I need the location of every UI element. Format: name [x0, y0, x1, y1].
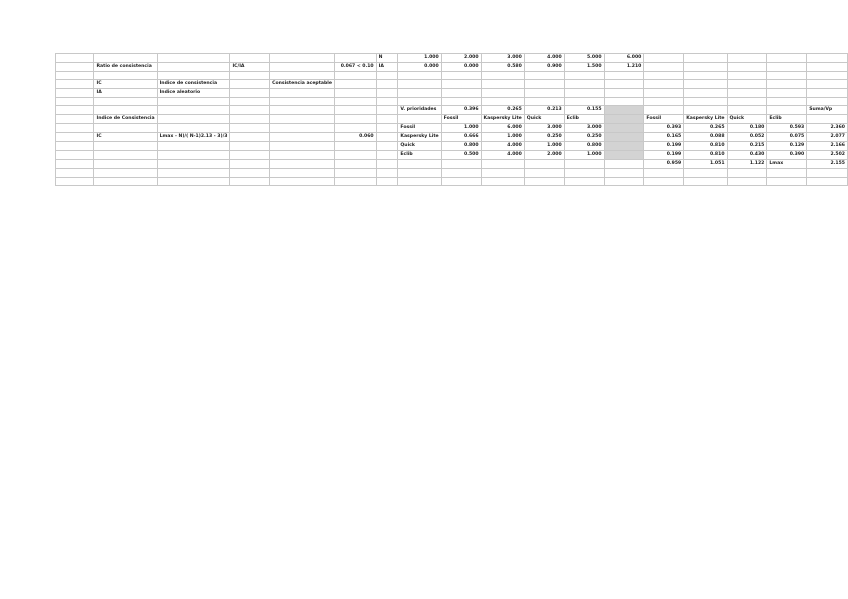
sheet-cell[interactable]	[230, 169, 270, 177]
sheet-cell[interactable]: 1.210	[604, 63, 644, 72]
sheet-cell[interactable]	[684, 98, 727, 106]
sheet-cell[interactable]	[56, 98, 94, 106]
sheet-cell[interactable]	[564, 169, 604, 177]
sheet-cell[interactable]	[481, 98, 524, 106]
sheet-cell[interactable]	[335, 142, 377, 151]
sheet-cell[interactable]	[767, 72, 807, 80]
sheet-cell[interactable]: 0.810	[684, 142, 727, 151]
sheet-cell[interactable]	[270, 169, 335, 177]
sheet-cell[interactable]	[604, 177, 644, 185]
sheet-cell[interactable]: N	[376, 54, 398, 63]
sheet-cell[interactable]	[767, 54, 807, 63]
sheet-cell[interactable]	[398, 72, 441, 80]
sheet-cell[interactable]	[56, 151, 94, 160]
sheet-cell[interactable]: Kaspersky Lite	[684, 115, 727, 124]
sheet-cell[interactable]	[807, 115, 848, 124]
sheet-cell[interactable]	[376, 169, 398, 177]
sheet-cell[interactable]	[335, 169, 377, 177]
sheet-cell[interactable]: Suma/Vp	[807, 106, 848, 115]
sheet-cell[interactable]	[335, 98, 377, 106]
sheet-cell[interactable]	[481, 89, 524, 98]
sheet-cell[interactable]: 0.088	[684, 133, 727, 142]
sheet-cell[interactable]: 1.000	[564, 151, 604, 160]
sheet-cell[interactable]	[157, 54, 230, 63]
sheet-cell[interactable]: 6.000	[604, 54, 644, 63]
sheet-cell[interactable]	[767, 98, 807, 106]
sheet-cell[interactable]	[157, 142, 230, 151]
sheet-cell[interactable]	[94, 106, 157, 115]
sheet-cell[interactable]	[230, 80, 270, 89]
sheet-cell[interactable]: 2.155	[807, 160, 848, 169]
sheet-cell[interactable]	[604, 133, 644, 142]
sheet-cell[interactable]	[56, 89, 94, 98]
sheet-cell[interactable]	[335, 115, 377, 124]
sheet-cell[interactable]	[767, 63, 807, 72]
sheet-cell[interactable]	[727, 54, 767, 63]
sheet-cell[interactable]	[56, 124, 94, 133]
sheet-cell[interactable]	[376, 160, 398, 169]
sheet-cell[interactable]	[56, 106, 94, 115]
sheet-cell[interactable]	[270, 142, 335, 151]
sheet-row	[56, 115, 848, 124]
sheet-cell[interactable]	[94, 54, 157, 63]
sheet-cell[interactable]	[270, 89, 335, 98]
sheet-cell[interactable]	[644, 169, 684, 177]
sheet-cell[interactable]: 4.000	[481, 151, 524, 160]
sheet-cell[interactable]	[807, 54, 848, 63]
sheet-cell[interactable]	[604, 98, 644, 106]
sheet-cell[interactable]: 0.180	[727, 124, 767, 133]
sheet-cell[interactable]: Eclib	[564, 115, 604, 124]
sheet-cell[interactable]: IC	[94, 133, 157, 142]
sheet-cell[interactable]: 0.265	[481, 106, 524, 115]
sheet-cell[interactable]: Fossil	[441, 115, 481, 124]
sheet-cell[interactable]	[564, 160, 604, 169]
sheet-cell[interactable]: 0.396	[441, 106, 481, 115]
sheet-cell[interactable]	[727, 80, 767, 89]
sheet-cell[interactable]: Kaspersky Lite	[398, 133, 441, 142]
sheet-cell[interactable]: 1.051	[684, 160, 727, 169]
sheet-cell[interactable]	[376, 177, 398, 185]
sheet-cell[interactable]: 0.393	[644, 124, 684, 133]
sheet-cell[interactable]	[727, 106, 767, 115]
sheet-cell[interactable]	[481, 177, 524, 185]
sheet-cell[interactable]	[335, 160, 377, 169]
sheet-cell[interactable]: 3.000	[481, 54, 524, 63]
sheet-cell[interactable]	[767, 106, 807, 115]
sheet-cell[interactable]	[684, 63, 727, 72]
sheet-cell[interactable]: 0.900	[524, 63, 564, 72]
sheet-cell[interactable]	[441, 177, 481, 185]
sheet-cell[interactable]	[441, 89, 481, 98]
sheet-cell[interactable]	[56, 133, 94, 142]
sheet-cell[interactable]	[807, 169, 848, 177]
sheet-cell[interactable]	[644, 106, 684, 115]
sheet-row	[56, 124, 848, 133]
sheet-cell[interactable]: 0.060	[335, 133, 377, 142]
sheet-cell[interactable]	[604, 151, 644, 160]
sheet-cell[interactable]: 0.580	[481, 63, 524, 72]
sheet-cell[interactable]	[335, 151, 377, 160]
sheet-cell[interactable]	[644, 80, 684, 89]
sheet-cell[interactable]: Fossil	[644, 115, 684, 124]
sheet-cell[interactable]	[727, 169, 767, 177]
sheet-cell[interactable]	[564, 177, 604, 185]
sheet-cell[interactable]	[524, 177, 564, 185]
sheet-cell[interactable]	[230, 98, 270, 106]
sheet-cell[interactable]	[524, 72, 564, 80]
sheet-cell[interactable]: 0.959	[644, 160, 684, 169]
sheet-cell[interactable]	[684, 106, 727, 115]
sheet-cell[interactable]: 0.213	[524, 106, 564, 115]
sheet-row	[56, 169, 848, 177]
sheet-cell[interactable]	[524, 80, 564, 89]
sheet-cell[interactable]: 1.000	[398, 54, 441, 63]
sheet-cell[interactable]	[335, 80, 377, 89]
sheet-cell[interactable]: Lmax - N)/( N-1)2.13 - 3)/3	[157, 133, 230, 142]
sheet-cell[interactable]: IA	[376, 63, 398, 72]
sheet-cell[interactable]	[727, 89, 767, 98]
sheet-cell[interactable]: 0.067 < 0.10	[335, 63, 377, 72]
sheet-cell[interactable]	[230, 54, 270, 63]
sheet-cell[interactable]: 4.000	[524, 54, 564, 63]
sheet-cell[interactable]: 4.000	[481, 142, 524, 151]
sheet-cell[interactable]	[398, 160, 441, 169]
sheet-row	[56, 89, 848, 98]
spreadsheet-grid	[55, 53, 848, 186]
sheet-cell[interactable]	[230, 142, 270, 151]
sheet-cell[interactable]	[270, 151, 335, 160]
sheet-cell[interactable]	[727, 177, 767, 185]
sheet-cell[interactable]	[441, 160, 481, 169]
sheet-row	[56, 106, 848, 115]
sheet-row	[56, 151, 848, 160]
sheet-cell[interactable]	[230, 160, 270, 169]
sheet-cell[interactable]: 1.000	[481, 133, 524, 142]
sheet-cell[interactable]	[376, 115, 398, 124]
sheet-row	[56, 98, 848, 106]
sheet-cell[interactable]	[564, 98, 604, 106]
sheet-cell[interactable]	[524, 160, 564, 169]
sheet-cell[interactable]	[94, 177, 157, 185]
sheet-row	[56, 80, 848, 89]
sheet-cell[interactable]	[157, 160, 230, 169]
sheet-cell[interactable]: 0.250	[564, 133, 604, 142]
sheet-row	[56, 160, 848, 169]
sheet-cell[interactable]	[604, 72, 644, 80]
sheet-cell[interactable]	[398, 177, 441, 185]
sheet-cell[interactable]	[157, 124, 230, 133]
sheet-cell[interactable]	[230, 133, 270, 142]
sheet-cell[interactable]	[56, 142, 94, 151]
sheet-cell[interactable]: Eclib	[767, 115, 807, 124]
sheet-cell[interactable]	[727, 72, 767, 80]
sheet-cell[interactable]	[481, 160, 524, 169]
sheet-cell[interactable]	[56, 177, 94, 185]
sheet-cell[interactable]: 2.360	[807, 124, 848, 133]
sheet-cell[interactable]: 0.000	[441, 63, 481, 72]
sheet-cell[interactable]	[398, 115, 441, 124]
sheet-cell[interactable]: 0.199	[644, 142, 684, 151]
sheet-cell[interactable]	[604, 169, 644, 177]
sheet-cell[interactable]	[564, 89, 604, 98]
sheet-cell[interactable]: Indice de Consistencia	[94, 115, 157, 124]
sheet-cell[interactable]	[767, 89, 807, 98]
sheet-cell[interactable]: 0.593	[767, 124, 807, 133]
sheet-cell[interactable]: Kaspersky Lite	[481, 115, 524, 124]
sheet-row	[56, 63, 848, 72]
sheet-cell[interactable]	[441, 169, 481, 177]
sheet-cell[interactable]	[604, 106, 644, 115]
sheet-cell[interactable]	[604, 89, 644, 98]
sheet-row	[56, 54, 848, 63]
sheet-cell[interactable]	[56, 160, 94, 169]
sheet-cell[interactable]	[727, 63, 767, 72]
sheet-cell[interactable]	[56, 54, 94, 63]
sheet-cell[interactable]: 0.666	[441, 133, 481, 142]
sheet-cell[interactable]: 3.000	[564, 124, 604, 133]
sheet-cell[interactable]: IC/IA	[230, 63, 270, 72]
sheet-cell[interactable]: 0.500	[441, 151, 481, 160]
sheet-cell[interactable]	[230, 151, 270, 160]
sheet-cell[interactable]	[335, 124, 377, 133]
sheet-cell[interactable]: 0.165	[644, 133, 684, 142]
sheet-cell[interactable]	[441, 80, 481, 89]
sheet-cell[interactable]: Quick	[398, 142, 441, 151]
sheet-cell[interactable]: 2.502	[807, 151, 848, 160]
sheet-cell[interactable]	[270, 124, 335, 133]
sheet-cell[interactable]	[94, 151, 157, 160]
sheet-cell[interactable]	[230, 177, 270, 185]
sheet-cell[interactable]: 2.077	[807, 133, 848, 142]
sheet-cell[interactable]	[157, 63, 230, 72]
sheet-row	[56, 72, 848, 80]
sheet-cell[interactable]	[56, 169, 94, 177]
sheet-cell[interactable]: 0.052	[727, 133, 767, 142]
sheet-cell[interactable]	[270, 133, 335, 142]
sheet-cell[interactable]	[564, 80, 604, 89]
sheet-cell[interactable]	[94, 169, 157, 177]
sheet-cell[interactable]	[684, 169, 727, 177]
sheet-cell[interactable]	[56, 80, 94, 89]
sheet-cell[interactable]	[230, 115, 270, 124]
sheet-cell[interactable]	[807, 72, 848, 80]
sheet-cell[interactable]	[604, 80, 644, 89]
sheet-cell[interactable]: Lmax	[767, 160, 807, 169]
sheet-cell[interactable]	[376, 133, 398, 142]
sheet-cell[interactable]	[94, 142, 157, 151]
sheet-cell[interactable]	[684, 80, 727, 89]
sheet-cell[interactable]: 0.430	[727, 151, 767, 160]
sheet-cell[interactable]	[270, 106, 335, 115]
sheet-cell[interactable]	[376, 142, 398, 151]
sheet-cell[interactable]: Indice aleatorio	[157, 89, 230, 98]
sheet-cell[interactable]: 0.075	[767, 133, 807, 142]
sheet-cell[interactable]	[270, 54, 335, 63]
sheet-cell[interactable]	[684, 72, 727, 80]
sheet-cell[interactable]	[376, 106, 398, 115]
sheet-cell[interactable]: 0.000	[398, 63, 441, 72]
sheet-cell[interactable]	[481, 169, 524, 177]
sheet-cell[interactable]	[56, 72, 94, 80]
sheet-cell[interactable]: Fossil	[398, 124, 441, 133]
sheet-cell[interactable]: 0.800	[441, 142, 481, 151]
sheet-cell[interactable]	[56, 63, 94, 72]
sheet-cell[interactable]	[644, 72, 684, 80]
sheet-cell[interactable]	[335, 106, 377, 115]
sheet-cell[interactable]	[230, 89, 270, 98]
sheet-cell[interactable]: 5.000	[564, 54, 604, 63]
sheet-cell[interactable]	[644, 63, 684, 72]
sheet-cell[interactable]: 0.215	[727, 142, 767, 151]
sheet-row	[56, 177, 848, 185]
sheet-cell[interactable]	[398, 98, 441, 106]
sheet-cell[interactable]	[230, 106, 270, 115]
sheet-cell[interactable]	[94, 98, 157, 106]
sheet-cell[interactable]: 1.500	[564, 63, 604, 72]
sheet-cell[interactable]: 2.166	[807, 142, 848, 151]
sheet-cell[interactable]	[376, 151, 398, 160]
sheet-row	[56, 133, 848, 142]
sheet-cell[interactable]	[398, 89, 441, 98]
sheet-cell[interactable]	[157, 151, 230, 160]
sheet-cell[interactable]	[157, 177, 230, 185]
sheet-cell[interactable]	[376, 124, 398, 133]
sheet-cell[interactable]	[157, 106, 230, 115]
sheet-cell[interactable]	[564, 72, 604, 80]
sheet-cell[interactable]	[524, 89, 564, 98]
sheet-cell[interactable]	[644, 54, 684, 63]
sheet-cell[interactable]: 0.129	[767, 142, 807, 151]
sheet-cell[interactable]	[270, 63, 335, 72]
sheet-cell[interactable]	[376, 72, 398, 80]
sheet-cell[interactable]	[230, 124, 270, 133]
sheet-cell[interactable]	[524, 169, 564, 177]
sheet-cell[interactable]	[157, 98, 230, 106]
sheet-cell[interactable]	[684, 54, 727, 63]
sheet-cell[interactable]	[398, 80, 441, 89]
sheet-cell[interactable]	[441, 98, 481, 106]
sheet-cell[interactable]	[94, 160, 157, 169]
sheet-cell[interactable]	[335, 72, 377, 80]
sheet-cell[interactable]: Indice de consistencia	[157, 80, 230, 89]
sheet-cell[interactable]	[481, 80, 524, 89]
sheet-cell[interactable]	[335, 89, 377, 98]
sheet-cell[interactable]	[157, 169, 230, 177]
sheet-cell[interactable]	[807, 177, 848, 185]
sheet-cell[interactable]: V. prioridades	[398, 106, 441, 115]
sheet-cell[interactable]	[335, 177, 377, 185]
sheet-cell[interactable]	[767, 80, 807, 89]
sheet-cell[interactable]	[481, 72, 524, 80]
sheet-cell[interactable]	[157, 115, 230, 124]
sheet-cell[interactable]	[398, 169, 441, 177]
sheet-cell[interactable]	[94, 124, 157, 133]
sheet-cell[interactable]: 2.000	[441, 54, 481, 63]
sheet-cell[interactable]	[376, 89, 398, 98]
sheet-cell[interactable]	[524, 98, 564, 106]
sheet-cell[interactable]: Quick	[524, 115, 564, 124]
sheet-cell[interactable]	[270, 160, 335, 169]
sheet-cell[interactable]: 1.000	[441, 124, 481, 133]
sheet-cell[interactable]	[270, 98, 335, 106]
sheet-cell[interactable]: 0.199	[644, 151, 684, 160]
sheet-cell[interactable]	[376, 80, 398, 89]
sheet-cell[interactable]	[270, 115, 335, 124]
sheet-cell[interactable]	[604, 142, 644, 151]
sheet-cell[interactable]: 0.390	[767, 151, 807, 160]
sheet-cell[interactable]	[157, 72, 230, 80]
sheet-row	[56, 142, 848, 151]
sheet-cell[interactable]: 1.000	[524, 142, 564, 151]
sheet-cell[interactable]: 6.000	[481, 124, 524, 133]
sheet-cell[interactable]	[604, 124, 644, 133]
sheet-cell[interactable]	[807, 80, 848, 89]
sheet-cell[interactable]	[604, 160, 644, 169]
sheet-cell[interactable]	[644, 177, 684, 185]
sheet-cell[interactable]	[727, 98, 767, 106]
sheet-cell[interactable]	[684, 177, 727, 185]
sheet-cell[interactable]	[270, 177, 335, 185]
sheet-cell[interactable]	[335, 54, 377, 63]
sheet-cell[interactable]: Quick	[727, 115, 767, 124]
sheet-cell[interactable]: 1.122	[727, 160, 767, 169]
sheet-cell[interactable]	[604, 115, 644, 124]
sheet-cell[interactable]: 2.000	[524, 151, 564, 160]
sheet-cell[interactable]	[94, 72, 157, 80]
sheet-cell[interactable]	[807, 89, 848, 98]
sheet-cell[interactable]	[767, 169, 807, 177]
sheet-cell[interactable]	[644, 89, 684, 98]
sheet-cell[interactable]	[376, 98, 398, 106]
sheet-cell[interactable]: Ratio de consistencia	[94, 63, 157, 72]
sheet-cell[interactable]: 0.265	[684, 124, 727, 133]
sheet-cell[interactable]	[684, 89, 727, 98]
sheet-cell[interactable]	[270, 72, 335, 80]
sheet-cell[interactable]	[807, 98, 848, 106]
sheet-cell[interactable]: 0.800	[564, 142, 604, 151]
sheet-cell[interactable]: IC	[94, 80, 157, 89]
sheet-cell[interactable]	[441, 72, 481, 80]
sheet-cell[interactable]: Consistencia aceptable	[270, 80, 335, 89]
sheet-cell[interactable]	[807, 63, 848, 72]
sheet-cell[interactable]: 0.250	[524, 133, 564, 142]
sheet-cell[interactable]: 3.000	[524, 124, 564, 133]
sheet-cell[interactable]: Eclib	[398, 151, 441, 160]
sheet-cell[interactable]: IA	[94, 89, 157, 98]
sheet-cell[interactable]	[767, 177, 807, 185]
sheet-cell[interactable]: 0.155	[564, 106, 604, 115]
sheet-cell[interactable]	[230, 72, 270, 80]
sheet-cell[interactable]	[56, 115, 94, 124]
sheet-cell[interactable]	[644, 98, 684, 106]
sheet-cell[interactable]: 0.810	[684, 151, 727, 160]
